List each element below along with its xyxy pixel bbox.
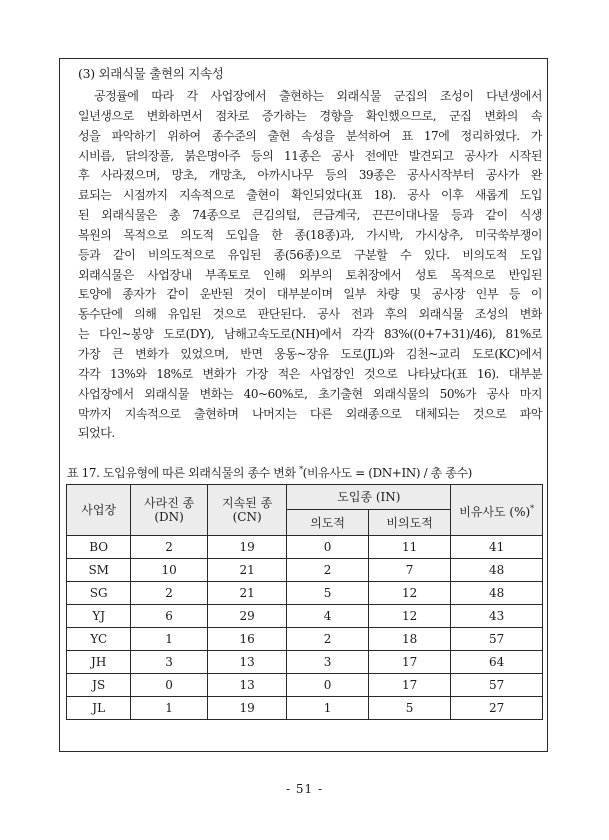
page-number: - 51 - — [285, 782, 323, 796]
cell-unintentional: 12 — [368, 582, 451, 605]
paragraph-line: 공정률에 따라 각 사업장에서 출현하는 외래식물 군집의 조성이 다년생에서 — [94, 89, 542, 103]
cell-dissimilarity: 57 — [451, 628, 543, 651]
table-caption — [67, 461, 547, 482]
header-persist-code: (CN) — [232, 510, 262, 524]
cell-unintentional: 17 — [368, 674, 451, 697]
header-persistent-species — [207, 485, 287, 536]
cell-intentional: 3 — [287, 651, 369, 674]
caption-formula: (비유사도 = (DN+IN) / 총 종수) — [302, 466, 472, 480]
cell-persistent: 21 — [207, 559, 287, 582]
cell-dissimilarity: 48 — [451, 582, 543, 605]
cell-lost: 1 — [131, 628, 207, 651]
paragraph-line: 성을 파악하기 위하여 종수준의 출현 속성을 분석하여 표 17에 정리하였다. 가 — [78, 128, 542, 143]
caption-title: 표 17. 도입유형에 따른 외래식물의 종수 변화 — [67, 466, 296, 480]
paragraph-line: 가장 큰 변화가 있었으며, 반면 웅동~장유 도로(JL)와 김천~교리 도로(KC)에서 — [78, 346, 542, 361]
cell-unintentional: 7 — [368, 559, 451, 582]
cell-intentional: 4 — [287, 605, 369, 628]
table-row — [67, 697, 543, 720]
cell-unintentional: 18 — [368, 628, 451, 651]
paragraph-line: 동수단에 의해 유입된 것으로 판단된다. 공사 전과 후의 외래식물 조성의 변화 — [78, 307, 542, 322]
cell-intentional: 2 — [287, 559, 369, 582]
species-change-table — [66, 484, 543, 720]
paragraph-line: 된 외래식물은 총 74종으로 큰김의털, 큰금계국, 끈끈이대나물 등과 같이 식생 — [78, 208, 542, 223]
cell-lost: 3 — [131, 651, 207, 674]
paragraph-line: 되었다. — [78, 426, 115, 441]
body-paragraph — [78, 87, 542, 444]
section-heading: (3) 외래식물 출현의 지속성 — [78, 66, 224, 81]
paragraph-line: 토양에 종자가 같이 운반된 것이 대부분이며 일부 차량 및 공사장 인부 등 이 — [78, 287, 542, 302]
cell-site: JS — [67, 674, 131, 697]
header-lost-code: (DN) — [154, 510, 184, 524]
paragraph-line: 는 다인~봉양 도로(DY), 남해고속도로(NH)에서 각각 83%((0+7+31)/46), 81%로 — [78, 327, 542, 342]
cell-dissimilarity: 48 — [451, 559, 543, 582]
paragraph-line: 시비름, 닭의장풀, 붉은명아주 등의 11종은 공사 전에만 발견되고 공사가 시작된 — [78, 148, 542, 163]
cell-unintentional: 17 — [368, 651, 451, 674]
cell-site: SM — [67, 559, 131, 582]
cell-intentional: 0 — [287, 674, 369, 697]
header-intentional: 의도적 — [287, 510, 369, 536]
cell-site: BO — [67, 536, 131, 559]
cell-lost: 1 — [131, 697, 207, 720]
table-row — [67, 628, 543, 651]
header-dissimilarity-marker: * — [530, 503, 535, 513]
table-row — [67, 582, 543, 605]
cell-unintentional: 12 — [368, 605, 451, 628]
cell-dissimilarity: 57 — [451, 674, 543, 697]
cell-intentional: 2 — [287, 628, 369, 651]
table-row — [67, 605, 543, 628]
cell-lost: 0 — [131, 674, 207, 697]
cell-site: JH — [67, 651, 131, 674]
cell-lost: 2 — [131, 582, 207, 605]
header-persist-label: 지속된 종 — [222, 496, 273, 510]
caption-marker: * — [299, 465, 303, 474]
cell-lost: 2 — [131, 536, 207, 559]
cell-lost: 10 — [131, 559, 207, 582]
cell-site: YC — [67, 628, 131, 651]
table-body — [67, 536, 543, 720]
cell-persistent: 29 — [207, 605, 287, 628]
cell-persistent: 19 — [207, 536, 287, 559]
paragraph-line: 각각 13%와 18%로 변화가 가장 적은 사업장인 것으로 나타났다(표 16). 대부분 — [78, 366, 542, 381]
paragraph-line: 막까지 지속적으로 출현하며 나머지는 다른 외래종으로 대체되는 것으로 파악 — [78, 406, 542, 421]
cell-persistent: 13 — [207, 674, 287, 697]
cell-intentional: 0 — [287, 536, 369, 559]
header-lost-species — [131, 485, 207, 536]
cell-intentional: 5 — [287, 582, 369, 605]
paragraph-line: 외래식물은 사업장내 부족토로 인해 외부의 토취장에서 성토 목적으로 반입된 — [78, 267, 542, 282]
paragraph-line: 료되는 시점까지 지속적으로 출현이 확인되었다(표 18). 공사 이후 새롭게 도입 — [78, 188, 542, 203]
cell-persistent: 19 — [207, 697, 287, 720]
cell-dissimilarity: 64 — [451, 651, 543, 674]
cell-site: JL — [67, 697, 131, 720]
cell-dissimilarity: 43 — [451, 605, 543, 628]
header-dissimilarity — [451, 485, 543, 536]
cell-dissimilarity: 41 — [451, 536, 543, 559]
cell-site: YJ — [67, 605, 131, 628]
header-unintentional: 비의도적 — [368, 510, 451, 536]
cell-dissimilarity: 27 — [451, 697, 543, 720]
paragraph-line: 복원의 목적으로 의도적 도입을 한 종(18종)과, 가시박, 가시상추, 미국쑥부쟁이 — [78, 227, 542, 242]
cell-unintentional: 11 — [368, 536, 451, 559]
cell-site: SG — [67, 582, 131, 605]
table-row — [67, 559, 543, 582]
paragraph-line: 후 사라졌으며, 망초, 개망초, 아까시나무 등의 39종은 공사시작부터 공사가 완 — [78, 168, 542, 183]
header-lost-label: 사라진 종 — [144, 496, 195, 510]
table-row — [67, 536, 543, 559]
paragraph-line: 등과 같이 비의도적으로 유입된 종(56종)으로 구분할 수 있다. 비의도적 도입 — [78, 247, 542, 262]
cell-persistent: 16 — [207, 628, 287, 651]
paragraph-line: 사업장에서 외래식물 변화는 40~60%로, 초기출현 외래식물의 50%가 공사 마지 — [78, 386, 542, 401]
header-dissimilarity-label: 비유사도 (%) — [459, 504, 531, 519]
header-introduced: 도입종 (IN) — [287, 485, 451, 510]
table-row — [67, 674, 543, 697]
cell-persistent: 13 — [207, 651, 287, 674]
cell-intentional: 1 — [287, 697, 369, 720]
header-site: 사업장 — [67, 485, 131, 536]
paragraph-line: 일년생으로 변화하면서 점차로 증가하는 경향을 확인했으므로, 군집 변화의 속 — [78, 108, 542, 123]
table-row — [67, 651, 543, 674]
cell-persistent: 21 — [207, 582, 287, 605]
cell-lost: 6 — [131, 605, 207, 628]
cell-unintentional: 5 — [368, 697, 451, 720]
